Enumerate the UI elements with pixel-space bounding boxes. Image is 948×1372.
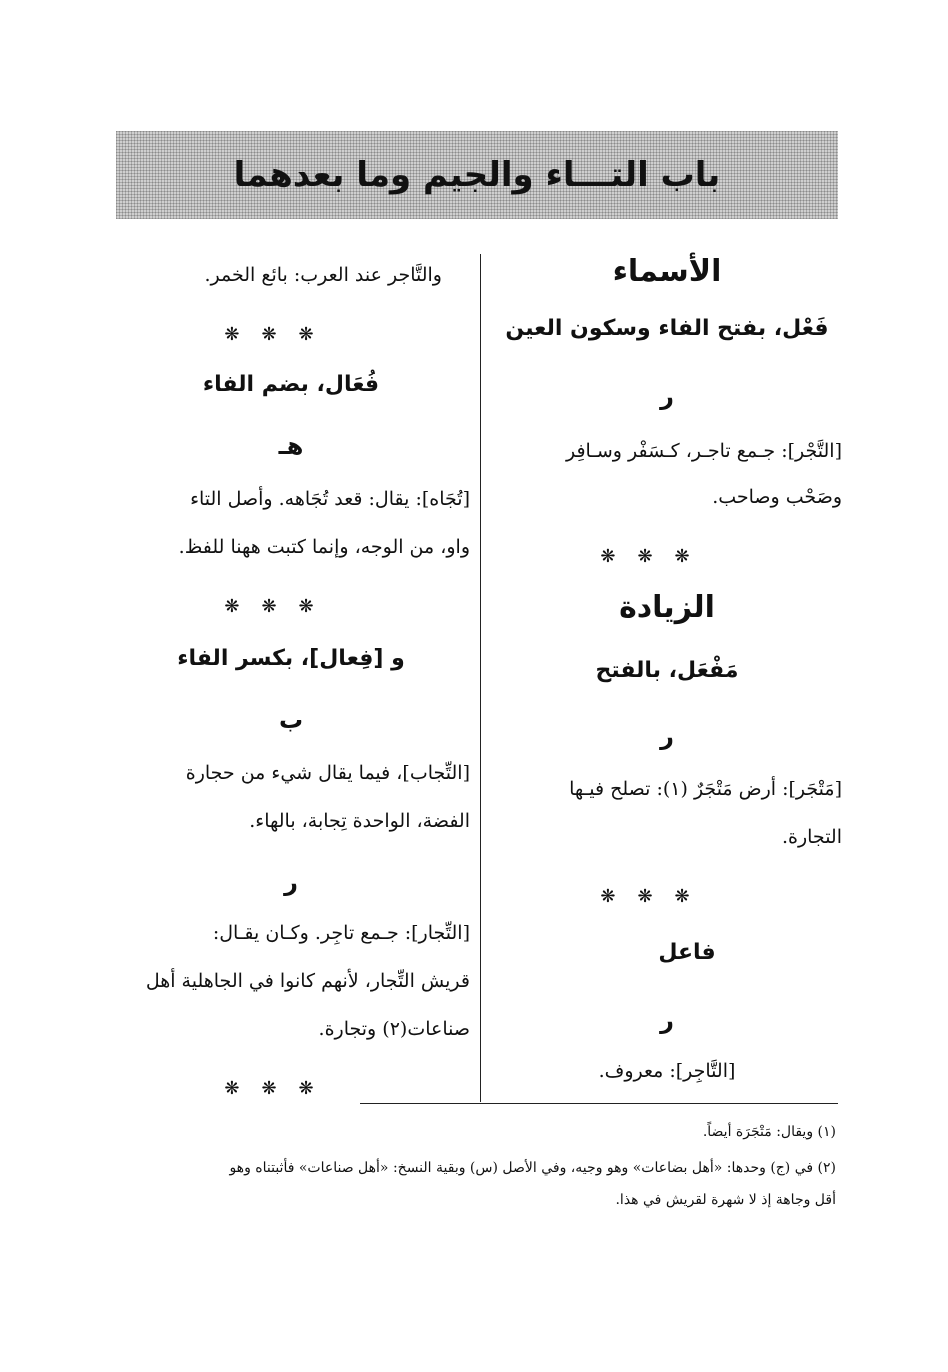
entry-tajir-arab: والتَّاجر عند العرب: بائع الخمر. [204,264,442,286]
separator-stars-2: ❋❋❋ [224,596,336,617]
footnote-rule [360,1103,838,1104]
letter-h: هـ [278,432,304,460]
pattern-fail: فاعل [658,940,716,965]
chapter-banner [116,131,838,219]
separator-stars-1: ❋❋❋ [600,546,712,567]
entry-tijar-line-3: صناعات(٢) وتجارة. [318,1018,470,1040]
entry-tijar-line-2: قريش التِّجار، لأنهم كانوا في الجاهلية أهل [145,970,470,992]
entry-tajir: [التَّاجِر]: معروف. [598,1060,736,1082]
entry-tajr-line-2: وصَحْب وصاحب. [712,486,842,508]
letter-r-2: ر [660,722,674,750]
letter-r-3: ر [660,1006,674,1034]
entry-tijab-line-1: [التِّجاب]، فيما يقال شيء من حجارة [185,762,470,784]
separator-stars-2: ❋❋❋ [600,886,712,907]
letter-r-1: ر [660,382,674,410]
separator-stars-3: ❋❋❋ [224,1078,336,1099]
separator-stars-1: ❋❋❋ [224,324,336,345]
entry-tujah-line-1: [تُجَاه]: يقال: قعد تُجَاهه. وأصل التاء [190,488,470,510]
letter-b: ب [278,706,304,734]
chapter-title: باب التـــاء والجيم وما بعدهما [233,155,721,195]
heading-ziyada: الزيادة [619,590,715,625]
pattern-fual: فُعَال، بضم الفاء [202,372,380,397]
pattern-mafal: مَفْعَل، بالفتح [595,658,739,683]
heading-names: الأسماء [612,254,722,289]
entry-tijab-line-2: الفضة، الواحدة تِجابة، بالهاء. [249,810,470,832]
column-divider [480,254,481,1102]
footnote-2-line-2: أقل وجاهة إذ لا شهرة لقريش في هذا. [615,1192,836,1208]
entry-matjar-line-1: [مَتْجَر]: أرض مَتْجَرٌ (١): تصلح فيـها [569,778,842,800]
footnote-1: (١) ويقال: مَتْجَرَة أيضاً. [702,1124,836,1140]
entry-matjar-line-2: التجارة. [781,826,842,848]
footnote-2-line-1: (٢) في (ج) وحدها: «أهل بضاعات» وهو وجيه، وفي الأصل (س) وبقية النسخ: «أهل صناعات» فأثبتناه وهو [229,1160,836,1176]
entry-tijar-line-1: [التِّجار]: جـمع تاجِر. وكـان يقـال: [212,922,470,944]
pattern-fial: و [فِعال]، بكسر الفاء [177,646,405,671]
pattern-fal: فَعْل، بفتح الفاء وسكون العين [505,316,829,341]
entry-tajr-line-1: [التَّجْر]: جـمع تاجـر، كـسَفْر وسـافِر [565,440,842,462]
entry-tujah-line-2: واو، من الوجه، وإنما كتبت ههنا للفظ. [178,536,470,558]
letter-r: ر [284,868,298,896]
